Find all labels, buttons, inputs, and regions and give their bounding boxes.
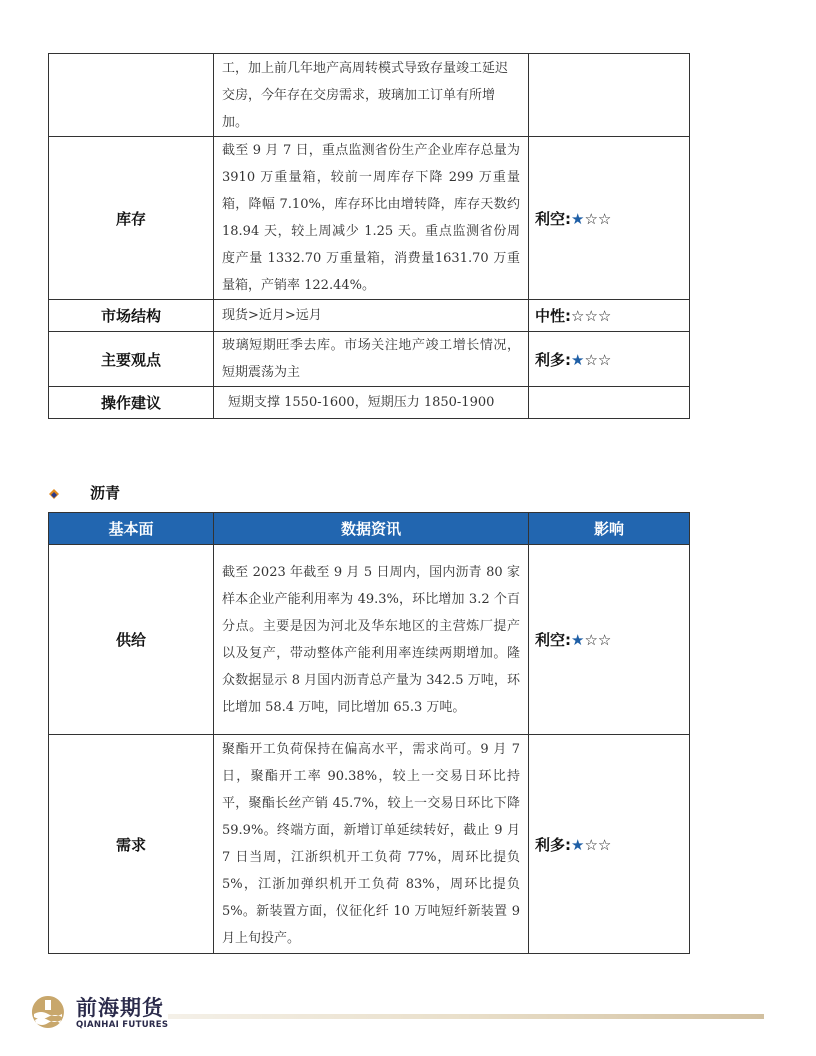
star-empty-icon: ☆	[584, 631, 598, 649]
row-content: 短期支撑 1550-1600，短期压力 1850-1900	[214, 387, 529, 419]
footer-rule	[168, 1014, 764, 1019]
impact-label: 利空:	[535, 631, 571, 649]
row-impact	[529, 735, 690, 954]
row-label: 需求	[49, 735, 214, 954]
table-row	[49, 300, 690, 332]
row-content: 聚酯开工负荷保持在偏高水平，需求尚可。9 月 7 日，聚酯开工率 90.38%，较上一交易日环比持平，聚酯长丝产销 45.7%，较上一交易日环比下降 59.9%。终端方面，新增订单延续转好，截止 9 月 7 日当周，江浙织机开工负荷 77%，周环比提负 5%，江浙加弹织机开工负荷 83%，周环比提负 5%。新装置方面，仪征化纤 10 万吨短纤新装置 9 月上旬投产。	[214, 735, 529, 954]
row-label: 主要观点	[49, 332, 214, 387]
star-empty-icon: ☆	[584, 350, 598, 369]
table-row	[49, 545, 690, 735]
rating-stars	[571, 307, 611, 325]
logo-text	[76, 992, 168, 1030]
table-row	[49, 54, 690, 137]
section-heading	[48, 482, 120, 503]
table-row	[49, 137, 690, 300]
section-title: 沥青	[90, 484, 121, 502]
row-content: 现货>近月>远月	[214, 300, 529, 332]
star-filled-icon: ★	[571, 209, 585, 228]
star-empty-icon: ☆	[584, 307, 598, 325]
row-content: 截至 9 月 7 日，重点监测省份生产企业库存总量为 3910 万重量箱，较前一周库存下降 299 万重量箱，降幅 7.10%，库存环比由增转降，库存天数约 18.94 天，较上周减少 1.25 天。重点监测省份周度产量 1332.70 万重量箱，消费量1631.70 万重量箱，产销率 122.44%。	[214, 137, 529, 300]
header-fundamentals: 基本面	[49, 513, 214, 545]
row-impact	[529, 137, 690, 300]
row-impact	[529, 300, 690, 332]
row-impact	[529, 54, 690, 137]
star-empty-icon: ☆	[584, 209, 598, 228]
star-empty-icon: ☆	[597, 835, 612, 854]
row-label: 供给	[49, 545, 214, 735]
row-label: 市场结构	[49, 300, 214, 332]
row-label	[49, 54, 214, 137]
glass-table	[48, 53, 690, 419]
star-empty-icon: ☆	[597, 631, 612, 649]
asphalt-table	[48, 512, 690, 954]
star-empty-icon: ☆	[597, 307, 612, 325]
impact-label: 中性:	[535, 307, 571, 325]
star-empty-icon: ☆	[584, 835, 598, 854]
star-empty-icon: ☆	[597, 350, 612, 369]
star-filled-icon: ★	[571, 350, 585, 369]
row-impact	[529, 332, 690, 387]
rating-stars	[571, 210, 611, 228]
impact-label: 利多:	[535, 835, 571, 854]
header-data-info: 数据资讯	[214, 513, 529, 545]
footer	[28, 990, 768, 1035]
rating-stars	[571, 631, 611, 649]
row-label: 库存	[49, 137, 214, 300]
table-row	[49, 332, 690, 387]
qianhai-logo-icon	[28, 992, 68, 1032]
rating-stars	[571, 351, 611, 369]
row-impact	[529, 387, 690, 419]
diamond-bullet-icon	[48, 488, 60, 500]
table-header-row	[49, 513, 690, 545]
star-empty-icon: ☆	[597, 209, 612, 228]
table-row	[49, 735, 690, 954]
row-content: 截至 2023 年截至 9 月 5 日周内，国内沥青 80 家样本企业产能利用率为 49.3%，环比增加 3.2 个百分点。主要是因为河北及华东地区的主营炼厂提产以及复产，带动整体产能利用率连续两期增加。隆众数据显示 8 月国内沥青总产量为 342.5 万吨，环比增加 58.4 万吨，同比增加 65.3 万吨。	[214, 545, 529, 735]
table-row	[49, 387, 690, 419]
header-impact: 影响	[529, 513, 690, 545]
star-filled-icon: ★	[571, 835, 585, 854]
row-content: 工，加上前几年地产高周转模式导致存量竣工延迟交房，今年存在交房需求，玻璃加工订单有所增加。	[214, 54, 529, 137]
rating-stars	[571, 836, 611, 854]
impact-label: 利空:	[535, 209, 571, 228]
row-label: 操作建议	[49, 387, 214, 419]
impact-label: 利多:	[535, 350, 571, 369]
star-empty-icon: ☆	[571, 307, 585, 325]
star-filled-icon: ★	[571, 631, 585, 649]
logo-chinese: 前海期货	[76, 995, 164, 1020]
row-content: 玻璃短期旺季去库。市场关注地产竣工增长情况，短期震荡为主	[214, 332, 529, 387]
logo-english: QIANHAI FUTURES	[76, 1020, 169, 1030]
row-impact	[529, 545, 690, 735]
